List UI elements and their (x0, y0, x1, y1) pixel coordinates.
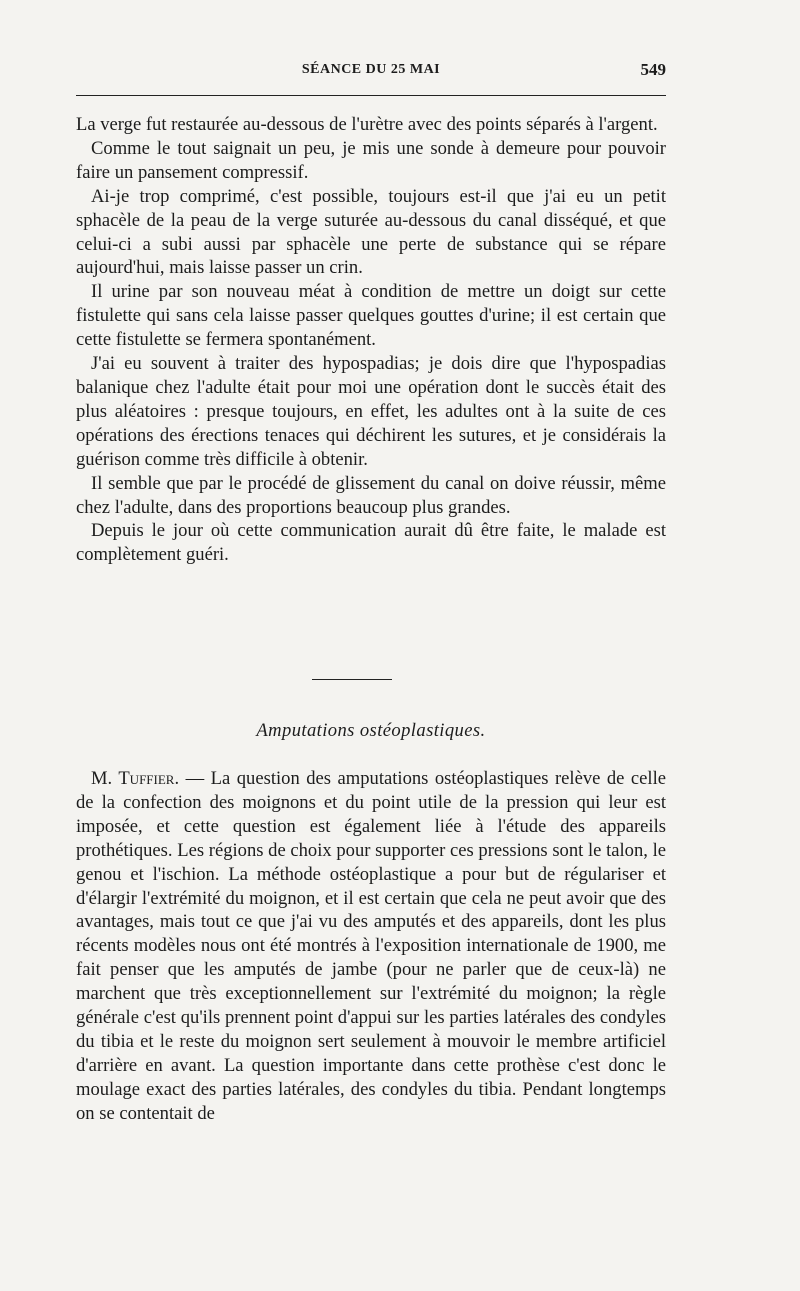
paragraph: Comme le tout saignait un peu, je mis une sonde à demeure pour pouvoir faire un pansement compressif. (76, 137, 666, 183)
paragraph: La verge fut restaurée au-dessous de l'urètre avec des points séparés à l'argent. (76, 114, 658, 135)
section-body (76, 767, 666, 1126)
paragraph: Ai-je trop comprimé, c'est possible, toujours est-il que j'ai eu un petit sphacèle de la peau de la verge suturée au-dessous du canal disséqué, et que celui-ci a subi aussi par sphacèle une perte de substance qui se répare aujourd'hui, mais laisse passer un crin. (76, 185, 666, 279)
paragraph: Il urine par son nouveau méat à condition de mettre un doigt sur cette fistulette qui sans cela laisse passer quelques gouttes d'urine; il est certain que cette fistulette se fermera spontanément. (76, 281, 666, 351)
paragraph: J'ai eu souvent à traiter des hypospadias; je dois dire que l'hypospadias balanique chez l'adulte était pour moi une opération dont le succès était des plus aléatoires : presque toujours, en effet, les adultes ont à la suite de ces opérations des érections tenaces qui déchirent les sutures, et je considérais la guérison comme très difficile à obtenir. (76, 353, 666, 470)
page-number: 549 (640, 60, 666, 79)
running-head (76, 60, 666, 84)
running-title: SÉANCE DU 25 MAI (301, 62, 441, 77)
previous-text (76, 113, 666, 567)
paragraph: Il semble que par le procédé de glissement du canal on doive réussir, même chez l'adulte, dans des proportions beaucoup plus grandes. (76, 472, 666, 518)
section-separator (312, 679, 392, 680)
section-text: — La question des amputations ostéoplastiques relève de celle de la confection des moignons et du point utile de la pression qui leur est imposée, et cette question est également liée à l'étude des appareils prothétiques. Les régions de choix pour supporter ces pressions sont le talon, le genou et l'ischion. La méthode ostéoplastique a pour but de régulariser et d'élargir l'extrémité du moignon, et il est certain que cela ne peut avoir que des avantages, mais tout ce que j'ai vu des amputés et des appareils, dont les plus récents modèles nous ont été montrés à l'exposition internationale de 1900, me fait penser que les amputés de jambe (pour ne parler que de ceux-là) ne marchent que très exceptionnellement sur l'extrémité du moignon; la règle générale c'est qu'ils prennent point d'appui sur les parties latérales des condyles du tibia et le reste du moignon sert seulement à mouvoir le membre artificiel d'arrière en avant. La question importante dans cette prothèse c'est donc le moulage exact des parties latérales, des condyles du tibia. Pendant longtemps on se contentait de (76, 768, 666, 1124)
speaker-name: M. Tuffier. (91, 768, 180, 789)
paragraph: Depuis le jour où cette communication aurait dû être faite, le malade est complètement guéri. (76, 520, 666, 566)
section-title: Amputations ostéoplastiques. (256, 720, 486, 741)
paragraph (76, 767, 666, 1126)
header-rule (76, 95, 666, 96)
